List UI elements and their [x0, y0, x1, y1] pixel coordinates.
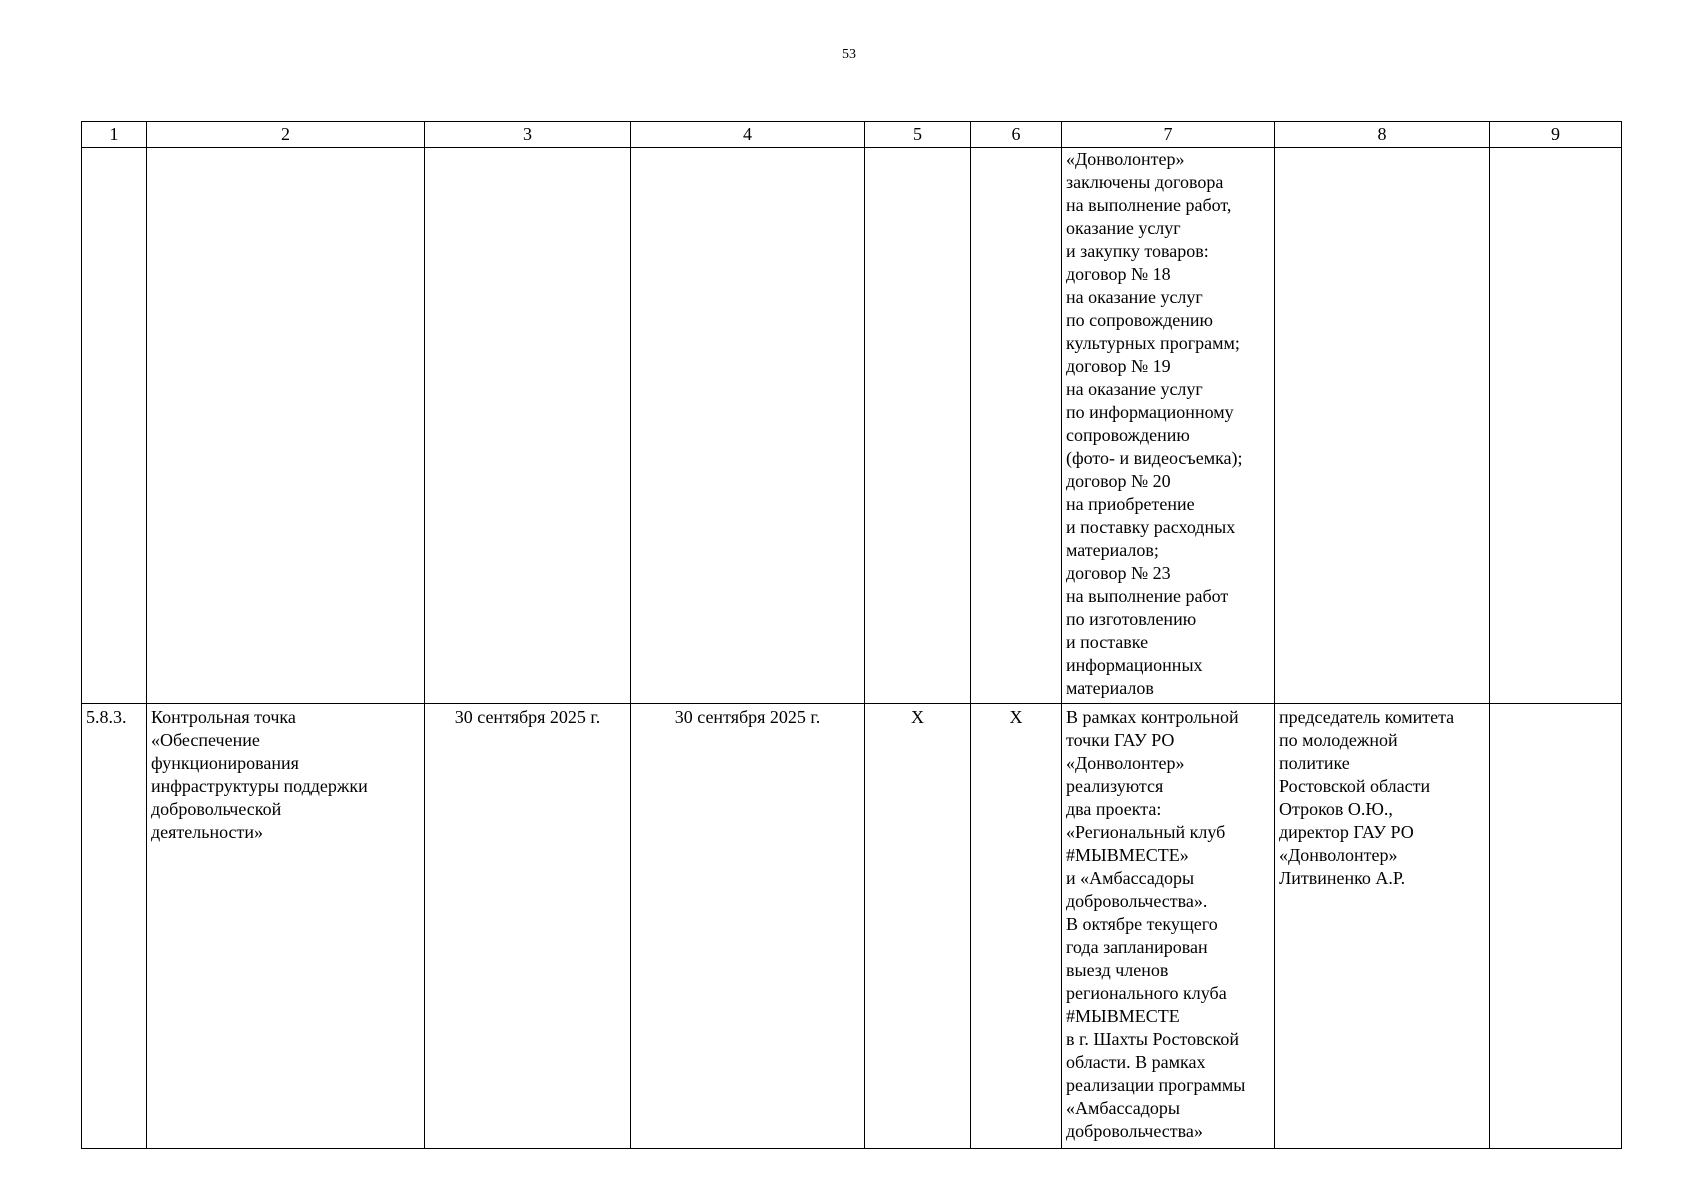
text-line: области. В рамках [1066, 1052, 1206, 1072]
text-line: «Амбассадоры [1066, 1098, 1180, 1118]
text-line: на выполнение работ [1066, 586, 1229, 606]
column-number: 5 [865, 122, 971, 148]
col9-value [1490, 704, 1622, 1149]
text-line: В октябре текущего [1066, 914, 1218, 934]
text-line: Ростовской области [1279, 776, 1431, 796]
result-text [1066, 148, 1270, 700]
column-number: 9 [1490, 122, 1622, 148]
text-line: «Донволонтер» [1066, 753, 1185, 773]
text-line: В рамках контрольной [1066, 707, 1239, 727]
text-line: по изготовлению [1066, 609, 1197, 629]
text-line: и «Амбассадоры [1066, 868, 1195, 888]
text-line: «Обеспечение [151, 730, 260, 750]
text-line: Отроков О.Ю., [1279, 799, 1393, 819]
table-cell [1275, 148, 1490, 704]
text-line: Литвиненко А.Р. [1279, 868, 1406, 888]
text-line: точки ГАУ РО [1066, 730, 1175, 750]
text-line: и закупку товаров: [1066, 241, 1209, 261]
table-cell [971, 148, 1062, 704]
text-line: сопровождению [1066, 425, 1190, 445]
result-cell [1062, 704, 1275, 1149]
text-line: Контрольная точка [151, 707, 296, 727]
table-cell [82, 148, 147, 704]
table-row-5-8-3 [82, 704, 1622, 1149]
text-line: реализации программы [1066, 1075, 1246, 1095]
text-line: #МЫВМЕСТЕ [1066, 1006, 1180, 1026]
text-line: договор № 23 [1066, 563, 1171, 583]
text-line: оказание услуг [1066, 218, 1181, 238]
text-line: материалов; [1066, 540, 1159, 560]
col5-value: X [865, 704, 971, 1149]
page-number: 53 [842, 47, 856, 62]
plan-date: 30 сентября 2025 г. [425, 704, 631, 1149]
text-line: «Региональный клуб [1066, 822, 1226, 842]
text-line: материалов [1066, 678, 1154, 698]
text-line: договор № 18 [1066, 264, 1171, 284]
text-line: политике [1279, 753, 1350, 773]
responsible-text [1279, 706, 1485, 890]
text-line: в г. Шахты Ростовской [1066, 1029, 1239, 1049]
text-line: и поставку расходных [1066, 517, 1236, 537]
column-number: 6 [971, 122, 1062, 148]
table-cell [1490, 148, 1622, 704]
result-text [1066, 706, 1270, 1143]
text-line: года запланирован [1066, 937, 1208, 957]
text-line: добровольчества». [1066, 891, 1208, 911]
text-line: «Донволонтер» [1279, 845, 1398, 865]
table-cell [631, 148, 865, 704]
column-number: 2 [147, 122, 425, 148]
text-line: заключены договора [1066, 172, 1224, 192]
text-line: (фото- и видеосъемка); [1066, 448, 1243, 468]
text-line: добровольческой [151, 799, 282, 819]
column-number: 8 [1275, 122, 1490, 148]
control-point-name [151, 706, 420, 844]
text-line: на оказание услуг [1066, 379, 1203, 399]
table-cell [147, 148, 425, 704]
text-line: культурных программ; [1066, 333, 1240, 353]
text-line: председатель комитета [1279, 707, 1455, 727]
fact-date: 30 сентября 2025 г. [631, 704, 865, 1149]
text-line: деятельности» [151, 822, 264, 842]
text-line: реализуются [1066, 776, 1164, 796]
column-number: 1 [82, 122, 147, 148]
text-line: два проекта: [1066, 799, 1162, 819]
column-number: 4 [631, 122, 865, 148]
row-number: 5.8.3. [82, 704, 147, 1149]
text-line: на оказание услуг [1066, 287, 1203, 307]
column-number: 7 [1062, 122, 1275, 148]
text-line: директор ГАУ РО [1279, 822, 1414, 842]
text-line: информационных [1066, 655, 1203, 675]
table-cell [865, 148, 971, 704]
text-line: по информационному [1066, 402, 1234, 422]
text-line: договор № 19 [1066, 356, 1171, 376]
text-line: #МЫВМЕСТЕ» [1066, 845, 1189, 865]
text-line: и поставке [1066, 632, 1149, 652]
column-number-row [82, 122, 1622, 148]
text-line: на выполнение работ, [1066, 195, 1232, 215]
control-point-name-cell [147, 704, 425, 1149]
text-line: договор № 20 [1066, 471, 1171, 491]
text-line: выезд членов [1066, 960, 1169, 980]
text-line: на приобретение [1066, 494, 1195, 514]
text-line: по сопровождению [1066, 310, 1213, 330]
text-line: функционирования [151, 753, 299, 773]
table-cell [425, 148, 631, 704]
report-table [81, 121, 1622, 1149]
text-line: «Донволонтер» [1066, 149, 1185, 169]
column-number: 3 [425, 122, 631, 148]
col6-value: X [971, 704, 1062, 1149]
result-cell [1062, 148, 1275, 704]
responsible-cell [1275, 704, 1490, 1149]
table-row-continuation [82, 148, 1622, 704]
text-line: регионального клуба [1066, 983, 1227, 1003]
text-line: по молодежной [1279, 730, 1398, 750]
text-line: добровольчества» [1066, 1121, 1203, 1141]
text-line: инфраструктуры поддержки [151, 776, 368, 796]
